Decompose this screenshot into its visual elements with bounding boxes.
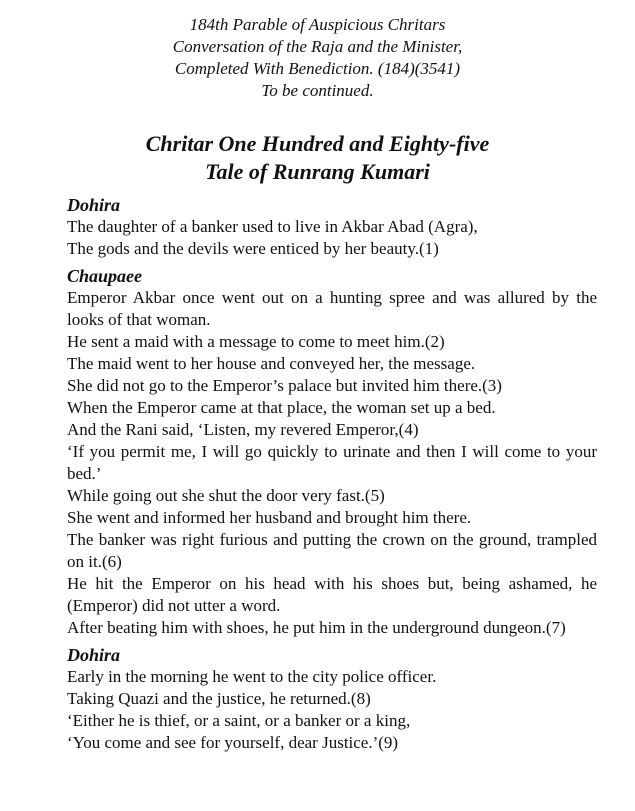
ending-line: Conversation of the Raja and the Minister, — [172, 37, 463, 56]
ending-line: Completed With Benediction. (184)(3541) — [174, 59, 461, 78]
ending-line: 184th Parable of Auspicious Chritars — [189, 15, 446, 34]
verse-line: ‘If you permit me, I will go quickly to urinate and then I will come to your bed.’ — [67, 442, 597, 483]
chapter-title: Chritar One Hundred and Eighty-five — [145, 131, 490, 156]
ending-line: To be continued. — [261, 81, 374, 100]
section-label: Dohira — [67, 645, 121, 665]
verse-line: The banker was right furious and putting the crown on the ground, trampled on it.(6) — [67, 530, 597, 571]
verse-line: And the Rani said, ‘Listen, my revered Emperor,(4) — [67, 420, 419, 439]
verse-line: Emperor Akbar once went out on a hunting spree and was allured by the looks of that woman. — [67, 288, 597, 329]
section-label: Chaupaee — [67, 266, 143, 286]
verse-line: ‘You come and see for yourself, dear Justice.’(9) — [67, 733, 399, 752]
verse-line: Taking Quazi and the justice, he returned.(8) — [67, 689, 371, 708]
previous-chapter-ending — [0, 14, 635, 102]
verse-line: He hit the Emperor on his head with his shoes but, being ashamed, he (Emperor) did not utter a word. — [67, 574, 597, 615]
verse-line: While going out she shut the door very fast.(5) — [67, 486, 385, 505]
chapter-body — [67, 194, 597, 754]
verse-line: When the Emperor came at that place, the woman set up a bed. — [67, 398, 496, 417]
verse-line: The daughter of a banker used to live in Akbar Abad (Agra), — [67, 217, 478, 236]
verse-line: The gods and the devils were enticed by her beauty.(1) — [67, 239, 439, 258]
chapter-heading — [0, 130, 635, 186]
verse-line: ‘Either he is thief, or a saint, or a banker or a king, — [67, 711, 411, 730]
verse-line: She went and informed her husband and brought him there. — [67, 508, 472, 527]
section-label: Dohira — [67, 195, 121, 215]
verse-line: The maid went to her house and conveyed her, the message. — [67, 354, 476, 373]
chapter-subtitle: Tale of Runrang Kumari — [205, 159, 430, 184]
verse-line: She did not go to the Emperor’s palace but invited him there.(3) — [67, 376, 502, 395]
verse-line: He sent a maid with a message to come to meet him.(2) — [67, 332, 445, 351]
verse-line: After beating him with shoes, he put him in the underground dungeon.(7) — [67, 618, 566, 637]
verse-line: Early in the morning he went to the city police officer. — [67, 667, 437, 686]
